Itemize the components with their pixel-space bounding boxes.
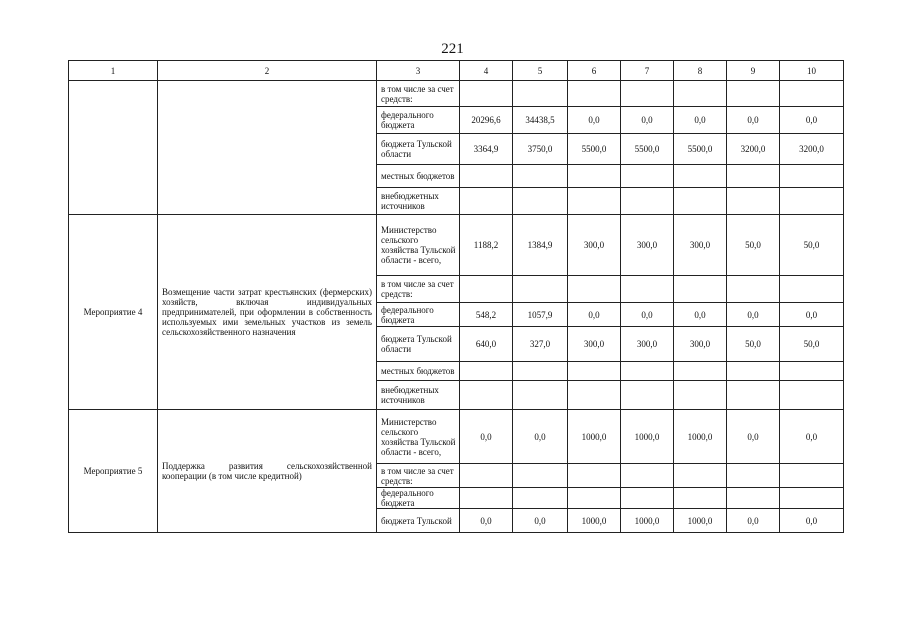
funding-source-cell: внебюджетных источников	[377, 188, 460, 215]
value-cell	[513, 381, 568, 410]
header-cell: 1	[69, 61, 158, 81]
value-cell	[674, 464, 727, 488]
value-cell	[568, 381, 621, 410]
value-cell: 0,0	[513, 509, 568, 533]
value-cell	[460, 188, 513, 215]
funding-source-cell: федерального бюджета	[377, 303, 460, 327]
value-cell: 0,0	[727, 509, 780, 533]
table-row	[69, 81, 844, 107]
value-cell: 1000,0	[621, 509, 674, 533]
description-cell: Поддержка развития сельскохозяйственной кооперации (в том числе кредитной)	[158, 410, 377, 533]
value-cell: 1057,9	[513, 303, 568, 327]
value-cell	[513, 276, 568, 303]
funding-source-cell: бюджета Тульской области	[377, 327, 460, 362]
header-cell: 2	[158, 61, 377, 81]
value-cell	[621, 381, 674, 410]
value-cell: 3200,0	[727, 134, 780, 165]
value-cell: 0,0	[727, 303, 780, 327]
value-cell: 300,0	[674, 327, 727, 362]
header-cell: 4	[460, 61, 513, 81]
value-cell	[674, 276, 727, 303]
activity-cell	[69, 81, 158, 215]
funding-source-cell: федерального бюджета	[377, 107, 460, 134]
value-cell: 0,0	[780, 303, 844, 327]
value-cell	[513, 488, 568, 509]
value-cell: 5500,0	[621, 134, 674, 165]
value-cell	[780, 188, 844, 215]
value-cell: 50,0	[780, 215, 844, 276]
table-row	[69, 410, 844, 464]
value-cell: 3750,0	[513, 134, 568, 165]
value-cell: 5500,0	[568, 134, 621, 165]
value-cell	[568, 276, 621, 303]
header-cell: 6	[568, 61, 621, 81]
funding-source-cell: федерального бюджета	[377, 488, 460, 509]
value-cell	[674, 488, 727, 509]
value-cell: 300,0	[674, 215, 727, 276]
value-cell: 1384,9	[513, 215, 568, 276]
budget-table	[68, 60, 844, 533]
header-cell: 8	[674, 61, 727, 81]
value-cell: 0,0	[780, 509, 844, 533]
value-cell	[568, 362, 621, 381]
funding-source-cell: бюджета Тульской области	[377, 134, 460, 165]
value-cell	[727, 488, 780, 509]
header-cell: 7	[621, 61, 674, 81]
value-cell: 300,0	[621, 215, 674, 276]
funding-source-cell: в том числе за счет средств:	[377, 81, 460, 107]
value-cell	[674, 188, 727, 215]
value-cell: 1188,2	[460, 215, 513, 276]
value-cell: 1000,0	[568, 509, 621, 533]
value-cell	[621, 188, 674, 215]
value-cell: 0,0	[780, 107, 844, 134]
value-cell: 0,0	[568, 303, 621, 327]
value-cell	[460, 362, 513, 381]
value-cell	[568, 464, 621, 488]
value-cell: 1000,0	[568, 410, 621, 464]
value-cell	[513, 464, 568, 488]
value-cell: 300,0	[621, 327, 674, 362]
value-cell	[513, 81, 568, 107]
value-cell	[674, 165, 727, 188]
value-cell	[460, 81, 513, 107]
value-cell	[780, 381, 844, 410]
value-cell	[568, 165, 621, 188]
value-cell: 5500,0	[674, 134, 727, 165]
table-row	[69, 215, 844, 276]
value-cell	[727, 81, 780, 107]
value-cell: 3364,9	[460, 134, 513, 165]
value-cell: 20296,6	[460, 107, 513, 134]
value-cell	[727, 362, 780, 381]
value-cell	[727, 188, 780, 215]
value-cell: 0,0	[727, 410, 780, 464]
activity-cell: Мероприятие 4	[69, 215, 158, 410]
value-cell: 0,0	[568, 107, 621, 134]
value-cell	[513, 165, 568, 188]
value-cell	[513, 362, 568, 381]
value-cell: 1000,0	[674, 410, 727, 464]
activity-cell: Мероприятие 5	[69, 410, 158, 533]
funding-source-cell: местных бюджетов	[377, 362, 460, 381]
value-cell: 300,0	[568, 215, 621, 276]
header-cell: 9	[727, 61, 780, 81]
funding-source-cell: Министерство сельского хозяйства Тульской области - всего,	[377, 215, 460, 276]
value-cell	[727, 165, 780, 188]
value-cell	[568, 81, 621, 107]
value-cell: 0,0	[727, 107, 780, 134]
value-cell	[621, 362, 674, 381]
value-cell: 548,2	[460, 303, 513, 327]
value-cell	[460, 488, 513, 509]
value-cell: 0,0	[780, 410, 844, 464]
value-cell: 0,0	[621, 303, 674, 327]
value-cell: 640,0	[460, 327, 513, 362]
header-cell: 3	[377, 61, 460, 81]
header-cell: 5	[513, 61, 568, 81]
value-cell	[780, 165, 844, 188]
value-cell	[780, 81, 844, 107]
funding-source-cell: бюджета Тульской	[377, 509, 460, 533]
value-cell: 300,0	[568, 327, 621, 362]
value-cell: 50,0	[780, 327, 844, 362]
value-cell	[568, 488, 621, 509]
value-cell: 0,0	[513, 410, 568, 464]
funding-source-cell: местных бюджетов	[377, 165, 460, 188]
value-cell: 0,0	[460, 509, 513, 533]
value-cell	[621, 488, 674, 509]
value-cell	[621, 276, 674, 303]
value-cell	[621, 81, 674, 107]
value-cell: 0,0	[460, 410, 513, 464]
page-number: 221	[441, 41, 464, 57]
value-cell	[780, 276, 844, 303]
value-cell	[621, 464, 674, 488]
value-cell	[727, 464, 780, 488]
value-cell	[674, 81, 727, 107]
value-cell	[513, 188, 568, 215]
value-cell	[780, 362, 844, 381]
value-cell	[460, 464, 513, 488]
value-cell	[568, 188, 621, 215]
value-cell	[674, 362, 727, 381]
value-cell	[460, 165, 513, 188]
description-cell: Возмещение части затрат крестьянских (фермерских) хозяйств, включая индивидуальных предпринимателей, при оформлении в собственность используемых ими земельных участков из земель сельскохозяйственного назначения	[158, 215, 377, 410]
header-row	[69, 61, 844, 81]
value-cell	[674, 381, 727, 410]
header-cell: 10	[780, 61, 844, 81]
value-cell: 327,0	[513, 327, 568, 362]
value-cell: 34438,5	[513, 107, 568, 134]
value-cell: 0,0	[674, 107, 727, 134]
value-cell	[780, 488, 844, 509]
value-cell: 0,0	[621, 107, 674, 134]
funding-source-cell: внебюджетных источников	[377, 381, 460, 410]
value-cell: 50,0	[727, 327, 780, 362]
value-cell: 1000,0	[621, 410, 674, 464]
funding-source-cell: Министерство сельского хозяйства Тульской области - всего,	[377, 410, 460, 464]
value-cell	[727, 381, 780, 410]
description-cell	[158, 81, 377, 215]
funding-source-cell: в том числе за счет средств:	[377, 276, 460, 303]
value-cell: 0,0	[674, 303, 727, 327]
value-cell: 1000,0	[674, 509, 727, 533]
value-cell	[460, 381, 513, 410]
funding-source-cell: в том числе за счет средств:	[377, 464, 460, 488]
value-cell	[780, 464, 844, 488]
value-cell: 50,0	[727, 215, 780, 276]
value-cell	[460, 276, 513, 303]
value-cell	[621, 165, 674, 188]
value-cell: 3200,0	[780, 134, 844, 165]
value-cell	[727, 276, 780, 303]
